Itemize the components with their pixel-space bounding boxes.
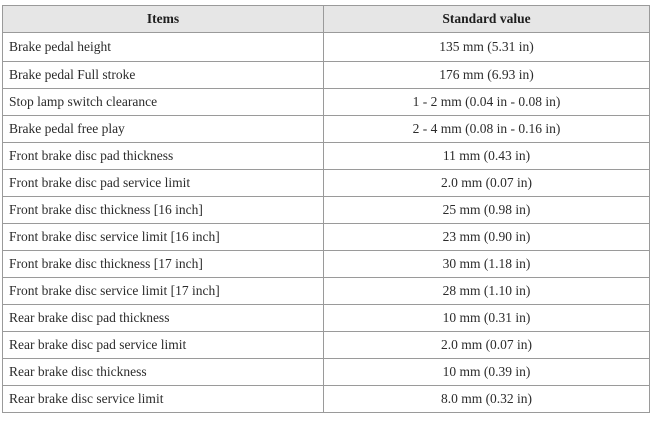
spec-table: [2, 5, 650, 413]
item-cell: Front brake disc pad thickness: [3, 143, 324, 170]
table-row: [3, 224, 650, 251]
item-cell: Front brake disc thickness [17 inch]: [3, 251, 324, 278]
table-row: [3, 197, 650, 224]
value-cell: 11 mm (0.43 in): [324, 143, 650, 170]
item-cell: Brake pedal free play: [3, 116, 324, 143]
table-row: [3, 278, 650, 305]
value-cell: 2.0 mm (0.07 in): [324, 332, 650, 359]
table-header: [3, 6, 650, 33]
table-row: [3, 332, 650, 359]
table-row: [3, 33, 650, 62]
value-cell: 8.0 mm (0.32 in): [324, 386, 650, 413]
item-cell: Front brake disc pad service limit: [3, 170, 324, 197]
item-cell: Front brake disc thickness [16 inch]: [3, 197, 324, 224]
value-cell: 2.0 mm (0.07 in): [324, 170, 650, 197]
value-cell: 10 mm (0.39 in): [324, 359, 650, 386]
table-row: [3, 62, 650, 89]
table-row: [3, 143, 650, 170]
table-row: [3, 305, 650, 332]
value-cell: 28 mm (1.10 in): [324, 278, 650, 305]
item-cell: Brake pedal Full stroke: [3, 62, 324, 89]
item-cell: Rear brake disc pad thickness: [3, 305, 324, 332]
item-cell: Front brake disc service limit [16 inch]: [3, 224, 324, 251]
header-row: [3, 6, 650, 33]
table-body: [3, 33, 650, 413]
item-cell: Rear brake disc pad service limit: [3, 332, 324, 359]
value-cell: 2 - 4 mm (0.08 in - 0.16 in): [324, 116, 650, 143]
table-row: [3, 386, 650, 413]
value-cell: 25 mm (0.98 in): [324, 197, 650, 224]
item-cell: Stop lamp switch clearance: [3, 89, 324, 116]
value-cell: 135 mm (5.31 in): [324, 33, 650, 62]
table-row: [3, 359, 650, 386]
item-cell: Front brake disc service limit [17 inch]: [3, 278, 324, 305]
table-row: [3, 116, 650, 143]
item-cell: Rear brake disc service limit: [3, 386, 324, 413]
header-standard-value: Standard value: [324, 6, 650, 33]
header-items: Items: [3, 6, 324, 33]
table-row: [3, 170, 650, 197]
item-cell: Brake pedal height: [3, 33, 324, 62]
value-cell: 23 mm (0.90 in): [324, 224, 650, 251]
item-cell: Rear brake disc thickness: [3, 359, 324, 386]
table-row: [3, 251, 650, 278]
value-cell: 176 mm (6.93 in): [324, 62, 650, 89]
value-cell: 1 - 2 mm (0.04 in - 0.08 in): [324, 89, 650, 116]
value-cell: 30 mm (1.18 in): [324, 251, 650, 278]
value-cell: 10 mm (0.31 in): [324, 305, 650, 332]
table-row: [3, 89, 650, 116]
